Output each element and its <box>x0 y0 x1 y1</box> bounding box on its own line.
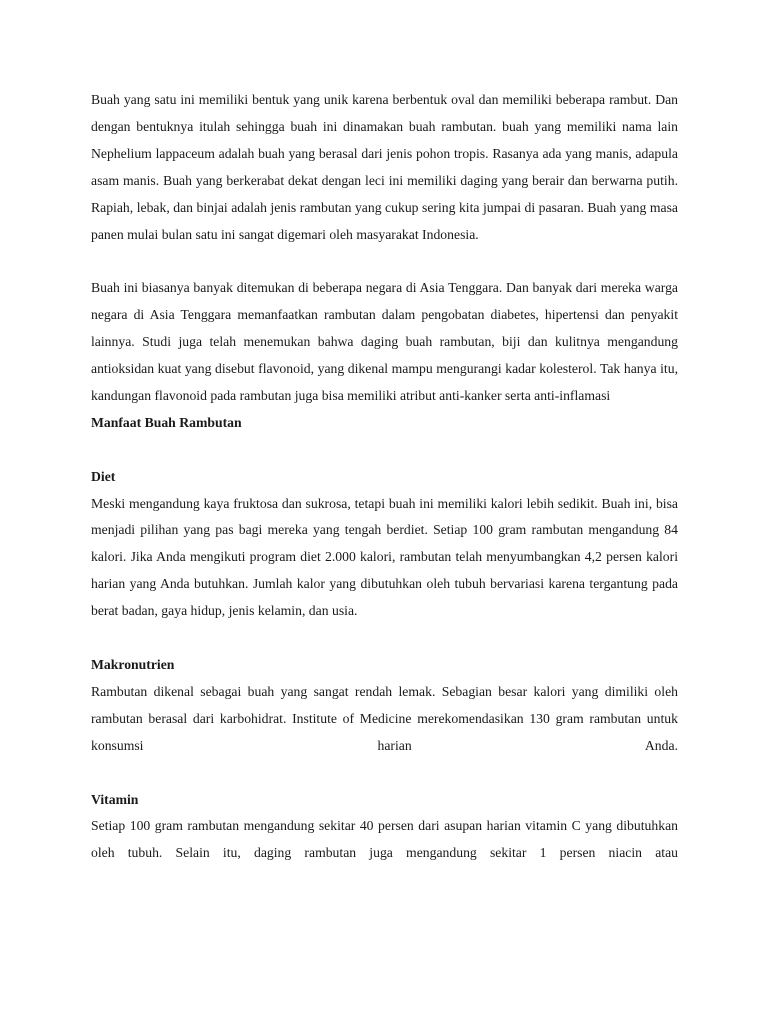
paragraph-gap <box>91 437 678 464</box>
document-page <box>91 87 678 867</box>
diet-paragraph: Meski mengandung kaya fruktosa dan sukrosa, tetapi buah ini memiliki kalori lebih sedikit. Buah ini, bisa menjadi pilihan yang pas bagi mereka yang tengah berdiet. Setiap 100 gram rambutan mengandung 84 kalori. Jika Anda mengikuti program diet 2.000 kalori, rambutan telah menyumbangkan 4,2 persen kalori harian yang Anda butuhkan. Jumlah kalor yang dibutuhkan oleh tubuh bervariasi karena tergantung pada berat badan, gaya hidup, jenis kelamin, dan usia. <box>91 495 678 619</box>
intro-paragraph-2: Buah ini biasanya banyak ditemukan di beberapa negara di Asia Tenggara. Dan banyak dari mereka warga negara di Asia Tenggara memanfaatkan rambutan dalam pengobatan diabetes, hipertensi dan penyakit lainnya. Studi juga telah menemukan bahwa daging buah rambutan, biji dan kulitnya mengandung antioksidan kuat yang disebut flavonoid, yang dikenal mampu mengurangi kadar kolesterol. Tak hanya itu, kandungan flavonoid pada rambutan juga bisa memiliki atribut anti-kanker serta anti-inflamasi <box>91 280 678 403</box>
vitamin-heading: Vitamin <box>91 791 139 807</box>
vitamin-paragraph: Setiap 100 gram rambutan mengandung sekitar 40 persen dari asupan harian vitamin C yang dibutuhkan oleh tubuh. Selain itu, daging rambutan juga mengandung sekitar 1 persen niacin atau <box>91 818 678 861</box>
makronutrien-heading: Makronutrien <box>91 656 175 672</box>
makronutrien-paragraph: Rambutan dikenal sebagai buah yang sangat rendah lemak. Sebagian besar kalori yang dimiliki oleh rambutan berasal dari karbohidrat. Institute of Medicine merekomendasikan 130 gram rambutan untuk konsumsi harian Anda. <box>91 683 678 753</box>
paragraph-gap <box>91 625 678 652</box>
paragraph-gap <box>91 248 678 275</box>
intro-paragraph-1: Buah yang satu ini memiliki bentuk yang unik karena berbentuk oval dan memiliki beberapa rambut. Dan dengan bentuknya itulah sehingga buah ini dinamakan buah rambutan. buah yang memiliki nama lain Nephelium lappaceum adalah buah yang berasal dari jenis pohon tropis. Rasanya ada yang manis, adapula asam manis. Buah yang berkerabat dekat dengan leci ini memiliki daging yang berair dan berwarna putih. Rapiah, lebak, dan binjai adalah jenis rambutan yang cukup sering kita jumpai di pasaran. Buah yang masa panen mulai bulan satu ini sangat digemari oleh masyarakat Indonesia. <box>91 92 678 242</box>
diet-heading: Diet <box>91 468 116 484</box>
paragraph-gap <box>91 760 678 787</box>
section-title: Manfaat Buah Rambutan <box>91 414 242 430</box>
